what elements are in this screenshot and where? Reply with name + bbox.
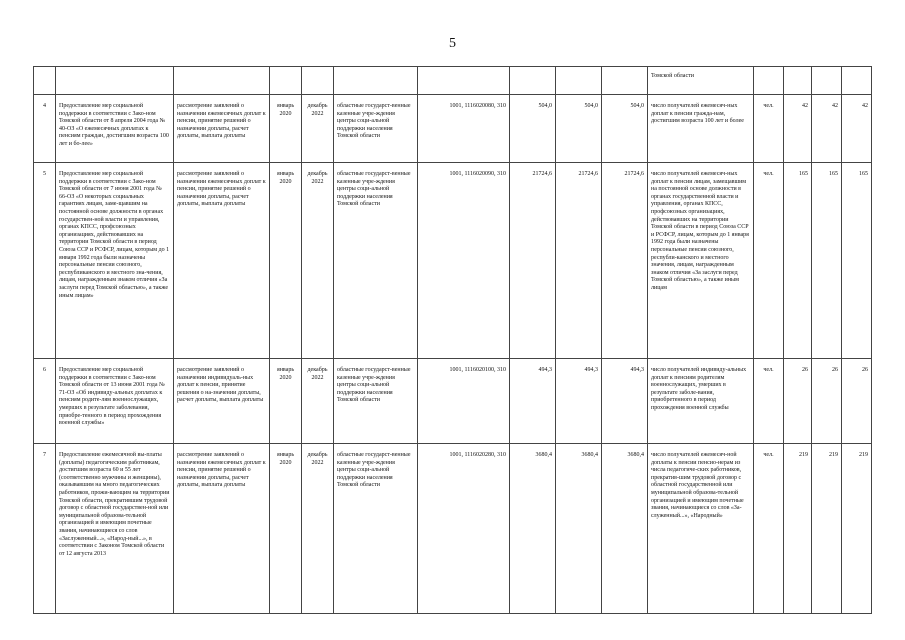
start-date-cell: январь 2020 [270, 163, 302, 359]
cell-executor [334, 67, 418, 95]
row-number: 7 [34, 444, 56, 614]
cell-v1 [510, 67, 556, 95]
action-cell: рассмотрение заявлений о назначении ежемесячных доплат к пенсии, принятие решений о назначении доплаты, расчет доплаты, выплата доплаты [174, 444, 270, 614]
executor-cell: областные государст-венные казенные учре-ждения центры соци-альной поддержки населения Томской области [334, 359, 418, 444]
executor-cell: областные государст-венные казенные учре-ждения центры соци-альной поддержки населения Томской области [334, 444, 418, 614]
cell-n1 [784, 67, 812, 95]
target-cell-3: 165 [842, 163, 872, 359]
continuation-row [34, 67, 872, 95]
cell-indicator: Томской области [648, 67, 754, 95]
unit-cell: чел. [754, 95, 784, 163]
start-date-cell: январь 2020 [270, 95, 302, 163]
indicator-cell: число получателей индивиду-альных доплат к пенсиям родителям военнослужащих, умерших в результате заболе-вания, приобретенного в период прохождения военной службы [648, 359, 754, 444]
target-cell-2: 42 [812, 95, 842, 163]
amount-cell-1: 3680,4 [510, 444, 556, 614]
unit-cell: чел. [754, 359, 784, 444]
cell-n2 [812, 67, 842, 95]
cell-action [174, 67, 270, 95]
page-number: 5 [449, 36, 456, 51]
target-cell-1: 42 [784, 95, 812, 163]
unit-cell: чел. [754, 163, 784, 359]
action-cell: рассмотрение заявлений о назначении ежемесячных доплат к пенсии, принятие решений о назначении доплаты, расчет доплаты, выплата доплаты [174, 95, 270, 163]
budget-code-cell: 1001, 1116020090, 310 [418, 163, 510, 359]
target-cell-2: 219 [812, 444, 842, 614]
amount-cell-3: 504,0 [602, 95, 648, 163]
amount-cell-2: 494,3 [556, 359, 602, 444]
target-cell-1: 219 [784, 444, 812, 614]
cell-measure [56, 67, 174, 95]
table-row [34, 359, 872, 444]
row-number: 4 [34, 95, 56, 163]
executor-cell: областные государст-венные казенные учре-ждения центры соци-альной поддержки населения Томской области [334, 95, 418, 163]
amount-cell-1: 21724,6 [510, 163, 556, 359]
amount-cell-3: 494,3 [602, 359, 648, 444]
cell-no [34, 67, 56, 95]
table-row [34, 95, 872, 163]
table-row [34, 444, 872, 614]
amount-cell-3: 3680,4 [602, 444, 648, 614]
end-date-cell: декабрь 2022 [302, 359, 334, 444]
target-cell-3: 219 [842, 444, 872, 614]
amount-cell-3: 21724,6 [602, 163, 648, 359]
table-row [34, 163, 872, 359]
budget-code-cell: 1001, 1116020080, 310 [418, 95, 510, 163]
amount-cell-2: 21724,6 [556, 163, 602, 359]
cell-v2 [556, 67, 602, 95]
action-cell: рассмотрение заявлений о назначении ежемесячных доплат к пенсии, принятие решений о назначении доплаты, расчет доплаты, выплата доплаты [174, 163, 270, 359]
indicator-cell: число получателей ежемесяч-ной доплаты к пенсии пенсио-нерам из числа педагогиче-ских работников, прекратив-шим трудовой договор с областной государственной или муниципальной образова-тельной организацией и имеющим почетные звания, начинающиеся со слов «За-служенный...», «Народный» [648, 444, 754, 614]
measure-cell: Предоставление мер социальной поддержки в соответствии с Зако-ном Томской области от 7 июня 2001 года № 66-ОЗ «О некоторых социальных гарантиях лицам, заме-щавшим на постоянной основе должности в органах государствен-ной власти и управления, органах КПСС, профсоюзных организациях, действовавших на территории Томской области в период Союза ССР и РСФСР, лицам, которым до 1 января 1992 года были назначены персональные пенсии союзного, республиканского и местного зна-чения, лицам, награжденным знаком отличия «За заслуги перед Томской областью», а также иным лицам» [56, 163, 174, 359]
unit-cell: чел. [754, 444, 784, 614]
cell-n3 [842, 67, 872, 95]
amount-cell-2: 3680,4 [556, 444, 602, 614]
start-date-cell: январь 2020 [270, 444, 302, 614]
cell-code [418, 67, 510, 95]
measure-cell: Предоставление ежемесячной вы-платы (доплаты) педагогическим работникам, достигшим возраста 60 и 55 лет (соответственно мужчины и женщины), оказывавшим на много педагогических работников, прожи-вающим на территории Томской области, прекратившим трудовой договор с областной государствен-ной или муниципальной образова-тельной организацией и имеющим почетные звания, начинающиеся со слов «Заслуженный...», «Народ-ный...», в соответствии с Законом Томской области от 12 августа 2013 [56, 444, 174, 614]
target-cell-3: 26 [842, 359, 872, 444]
row-number: 6 [34, 359, 56, 444]
target-cell-1: 165 [784, 163, 812, 359]
end-date-cell: декабрь 2022 [302, 163, 334, 359]
end-date-cell: декабрь 2022 [302, 95, 334, 163]
amount-cell-1: 504,0 [510, 95, 556, 163]
amount-cell-1: 494,3 [510, 359, 556, 444]
measure-cell: Предоставление мер социальной поддержки в соответствии с Зако-ном Томской области от 8 апреля 2004 года № 40-ОЗ «О ежемесячных доплатах к пенсиям граждан, достигшим возраста 100 лет и бо-лее» [56, 95, 174, 163]
cell-start [270, 67, 302, 95]
cell-unit [754, 67, 784, 95]
budget-code-cell: 1001, 1116020280, 310 [418, 444, 510, 614]
indicator-cell: число получателей ежемесяч-ных доплат к пенсии гражда-нам, достигшим возраста 100 лет и более [648, 95, 754, 163]
target-cell-2: 26 [812, 359, 842, 444]
program-measures-table [33, 66, 872, 614]
target-cell-3: 42 [842, 95, 872, 163]
measure-cell: Предоставление мер социальной поддержки в соответствии с Зако-ном Томской области от 13 июня 2001 года № 71-ОЗ «Об индивиду-альных доплатах к пенсиям родите-лям военнослужащих, умерших в результате заболевания, приобре-тенного в период прохождения военной службы» [56, 359, 174, 444]
executor-cell: областные государст-венные казенные учре-ждения центры соци-альной поддержки населения Томской области [334, 163, 418, 359]
amount-cell-2: 504,0 [556, 95, 602, 163]
indicator-cell: число получателей ежемесяч-ных доплат к пенсии лицам, замещавшим на постоянной основе должности в органах государственной власти и управления, органах КПСС, профсоюзных организациях, действовавших на территории Томской области в период Союза ССР и РСФСР, лицам, которым до 1 января 1992 года были назначены персональные пенсии союзного, республи-канского и местного значения, лицам, награжденным знаком отличия «За заслуги перед Томской областью», а также иным лицам [648, 163, 754, 359]
target-cell-2: 165 [812, 163, 842, 359]
cell-end [302, 67, 334, 95]
end-date-cell: декабрь 2022 [302, 444, 334, 614]
budget-code-cell: 1001, 1116020100, 310 [418, 359, 510, 444]
target-cell-1: 26 [784, 359, 812, 444]
row-number: 5 [34, 163, 56, 359]
cell-v3 [602, 67, 648, 95]
start-date-cell: январь 2020 [270, 359, 302, 444]
action-cell: рассмотрение заявлений о назначении индивидуаль-ных доплат к пенсии, принятие решения о на-значении доплаты, расчет доплаты, выплата доплаты [174, 359, 270, 444]
